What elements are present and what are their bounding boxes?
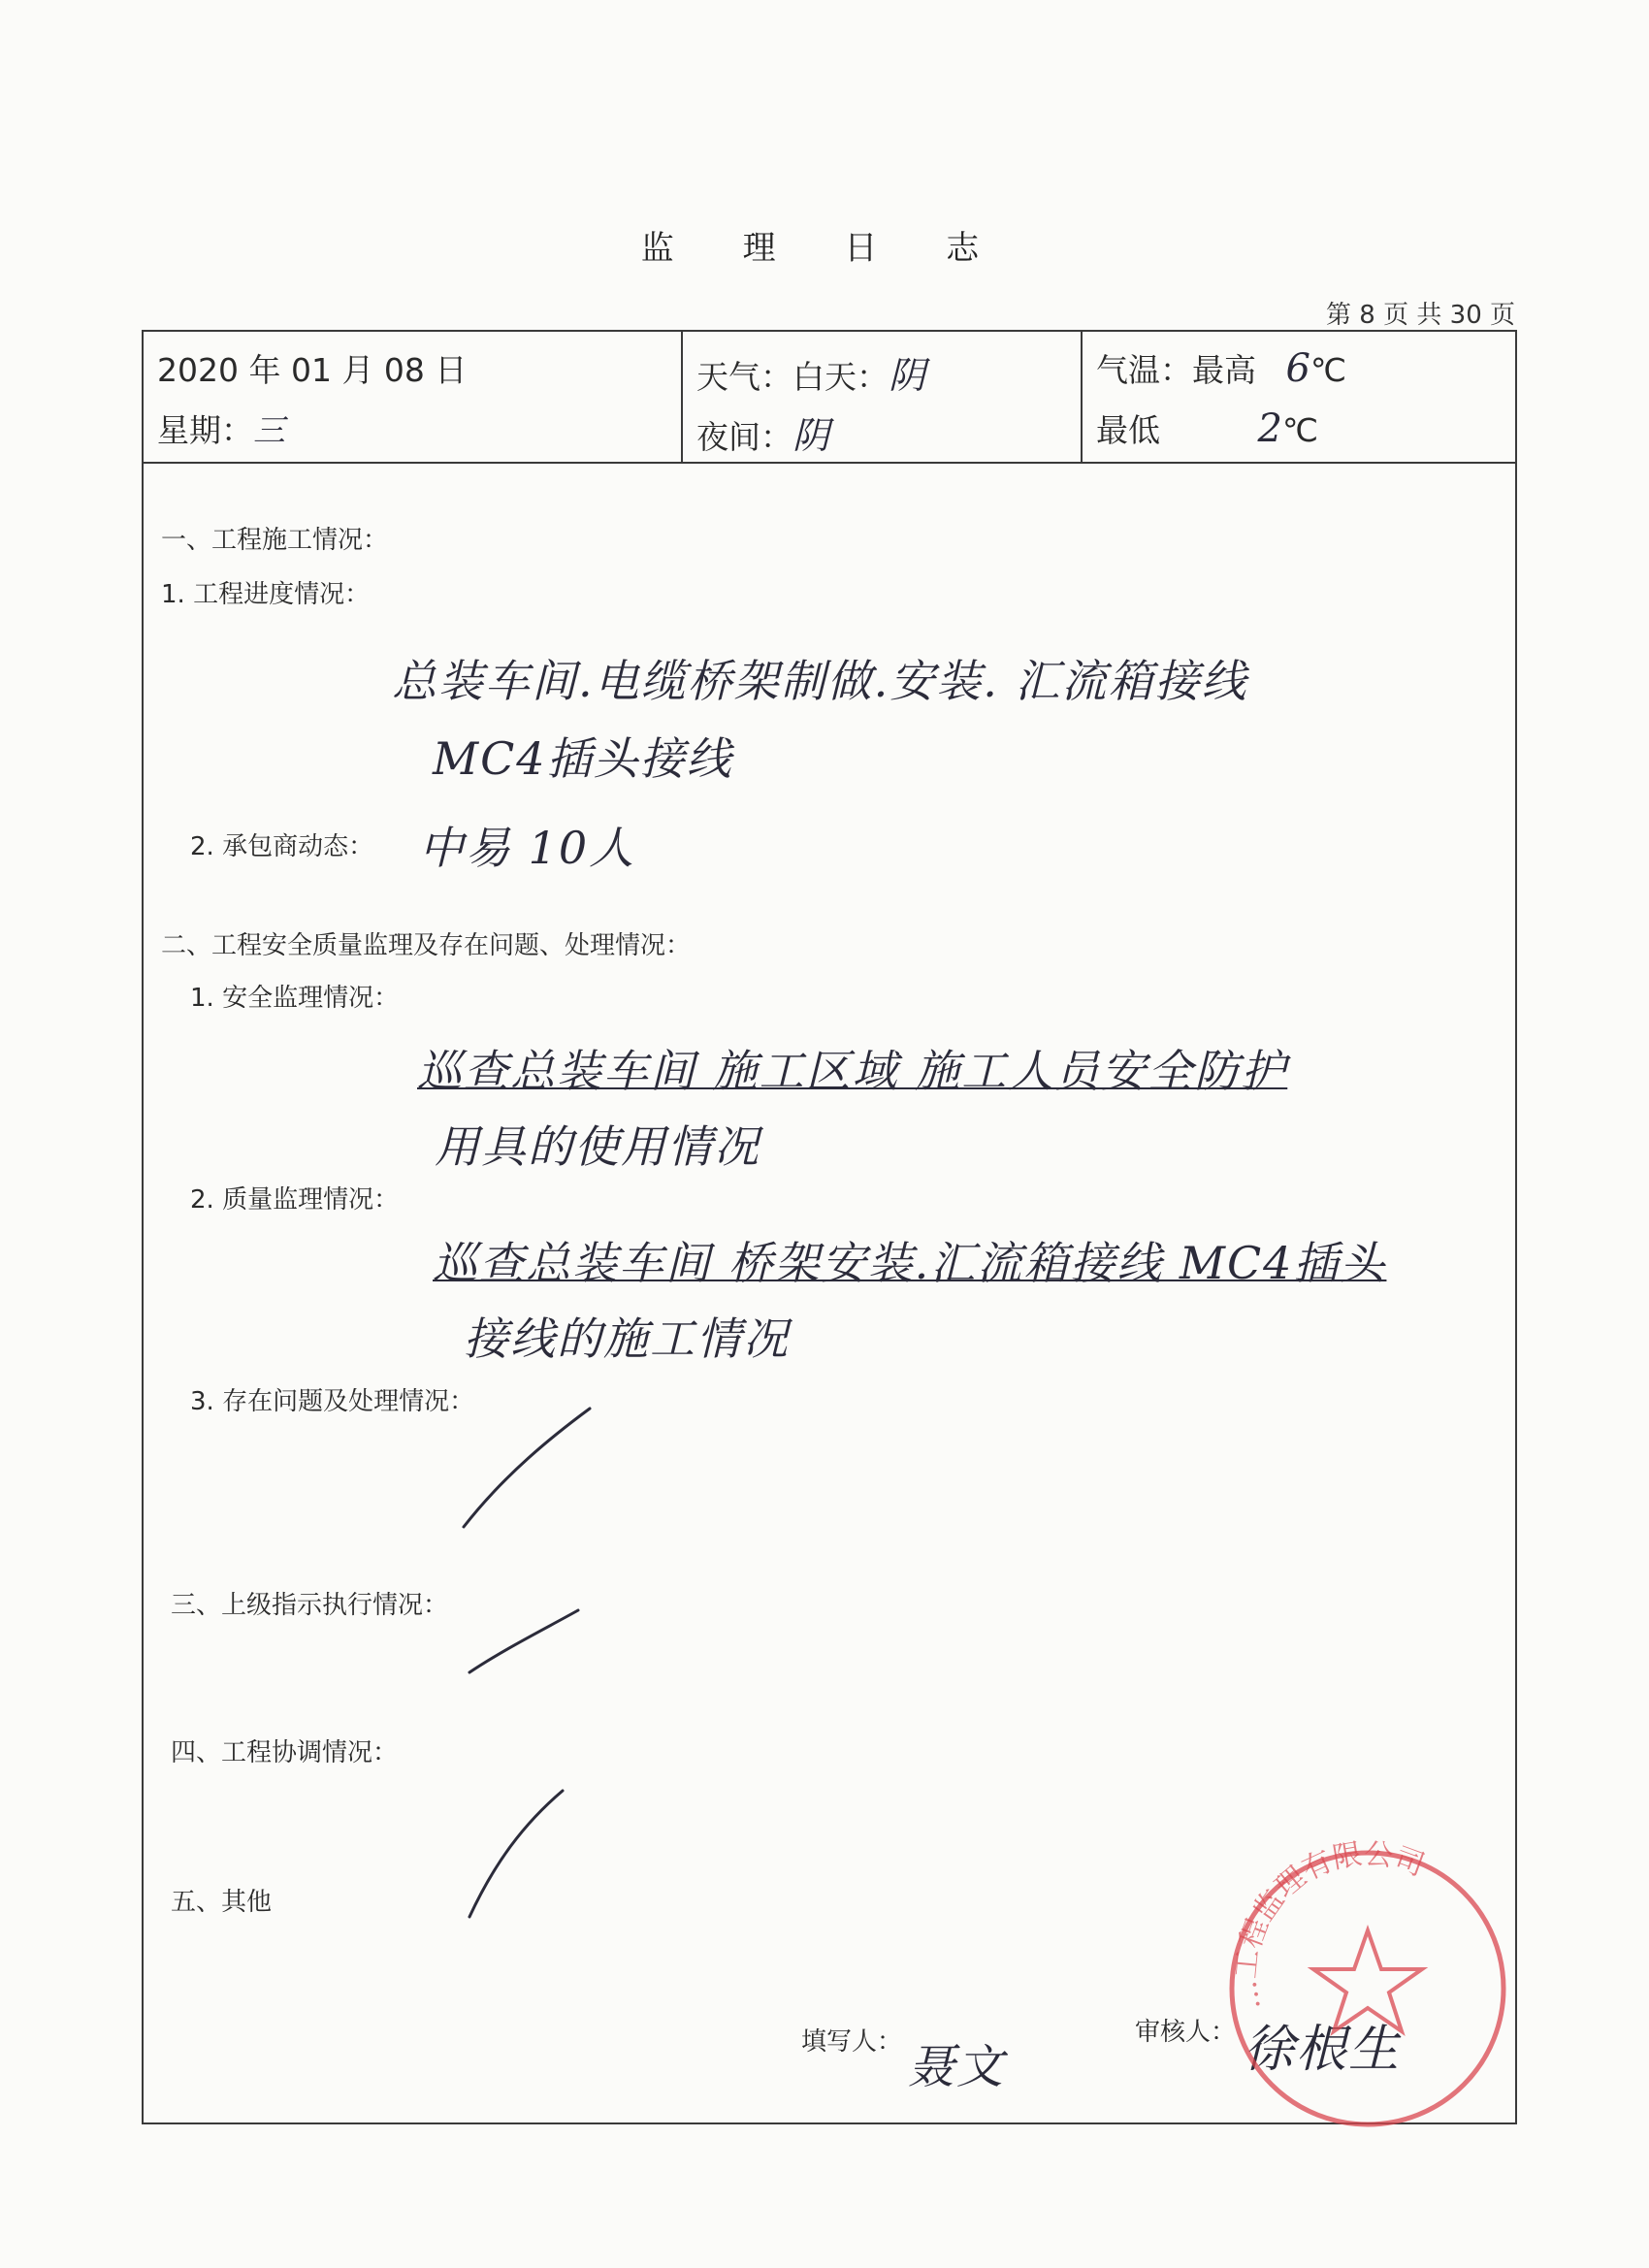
- quality-line-2: 接线的施工情况: [464, 1312, 790, 1365]
- seal-text: …工程监理有限公司: [1229, 1836, 1429, 2013]
- reviewer-signature: 徐根生: [1244, 2021, 1402, 2079]
- weather-night-line: [696, 405, 829, 459]
- safety-line-1: 巡查总装车间 施工区域 施工人员安全防护: [417, 1045, 1288, 1097]
- weather-day-label: 天气：白天：: [696, 358, 889, 396]
- document-title: 监 理 日 志: [640, 229, 1009, 268]
- weekday-label: 星期：: [157, 411, 253, 449]
- reviewer-label: 审核人：: [1135, 2018, 1237, 2047]
- section-1-2-heading: 2. 承包商动态：: [190, 832, 374, 861]
- weather-night-label: 夜间：: [696, 418, 792, 456]
- filler-label: 填写人：: [801, 2027, 903, 2057]
- temp-high-label: 气温：最高: [1096, 351, 1256, 389]
- section-2-2-heading: 2. 质量监理情况：: [190, 1185, 400, 1215]
- temp-high-line: [1096, 345, 1346, 391]
- quality-line-1: 巡查总装车间 桥架安装.汇流箱接线 MC4插头: [433, 1237, 1387, 1289]
- safety-line-2: 用具的使用情况: [435, 1120, 760, 1173]
- filler-signature: 聂文: [908, 2040, 1006, 2094]
- header-row: [144, 332, 1515, 464]
- section-2-1-heading: 1. 安全监理情况：: [190, 984, 400, 1013]
- section-3-heading: 三、上级指示执行情况：: [171, 1591, 449, 1620]
- weekday-line: [157, 405, 285, 451]
- temp-low-unit: ℃: [1281, 411, 1319, 449]
- section-2-heading: 二、工程安全质量监理及存在问题、处理情况：: [161, 931, 692, 960]
- weather-day-line: [696, 345, 925, 399]
- temp-high-value: 6: [1285, 346, 1310, 391]
- progress-line-1: 总装车间.电缆桥架制做.安装. 汇流箱接线: [392, 655, 1248, 707]
- progress-line-2: MC4插头接线: [433, 732, 733, 785]
- section-4-heading: 四、工程协调情况：: [171, 1738, 399, 1767]
- date-cell: [144, 332, 683, 462]
- section-5-heading: 五、其他: [171, 1888, 273, 1917]
- page-number: 第 8 页 共 30 页: [1326, 301, 1515, 330]
- weather-day-value: 阴: [889, 354, 926, 397]
- date-text: 2020 年 01 月 08 日: [157, 351, 468, 389]
- temp-low-label: 最低: [1096, 411, 1160, 449]
- weekday-value: 三: [253, 411, 285, 449]
- company-seal: [1212, 1824, 1523, 2134]
- section-2-3-heading: 3. 存在问题及处理情况：: [190, 1387, 475, 1416]
- temp-high-unit: ℃: [1310, 351, 1347, 389]
- weather-cell: [683, 332, 1083, 462]
- temp-low-value: 2: [1257, 406, 1282, 451]
- temp-low-line: [1096, 405, 1318, 451]
- section-1-1-heading: 1. 工程进度情况：: [161, 580, 371, 609]
- weather-night-value: 阴: [792, 414, 830, 457]
- contractor-value: 中易 10人: [419, 822, 636, 874]
- temperature-cell: [1083, 332, 1515, 462]
- section-1-heading: 一、工程施工情况：: [161, 526, 389, 555]
